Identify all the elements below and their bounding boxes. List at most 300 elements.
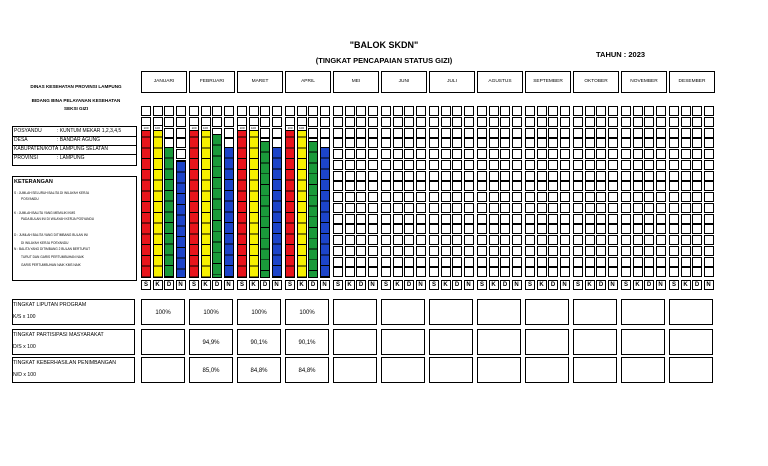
grid-cell xyxy=(573,106,583,116)
grid-cell xyxy=(404,149,414,159)
grid-cell xyxy=(368,224,378,234)
grid-cell xyxy=(429,171,439,181)
grid-cell xyxy=(608,203,618,213)
grid-cell xyxy=(525,106,535,116)
grid-cell xyxy=(333,192,343,202)
grid-cell xyxy=(500,160,510,170)
grid-cell xyxy=(464,171,474,181)
grid-cell xyxy=(489,128,499,138)
grid-cell xyxy=(477,192,487,202)
grid-cell xyxy=(573,171,583,181)
grid-cell xyxy=(381,117,391,127)
grid-cell xyxy=(656,181,666,191)
grid-cell xyxy=(429,149,439,159)
grid-cell xyxy=(333,203,343,213)
bar-januari-k xyxy=(153,126,163,278)
info-value: : LAMPUNG SELATAN xyxy=(57,146,108,152)
grid-cell xyxy=(489,181,499,191)
grid-cell xyxy=(393,203,403,213)
grid-cell xyxy=(548,149,558,159)
grid-cell xyxy=(452,246,462,256)
grid-cell xyxy=(560,128,570,138)
grid-cell xyxy=(656,117,666,127)
grid-cell xyxy=(489,192,499,202)
grid-cell xyxy=(585,117,595,127)
grid-cell xyxy=(633,267,643,277)
grid-cell xyxy=(404,203,414,213)
skdn-label-d: D xyxy=(644,280,654,290)
grid-cell xyxy=(500,171,510,181)
summary-value-oktober xyxy=(573,329,617,355)
grid-cell xyxy=(681,192,691,202)
grid-cell xyxy=(356,117,366,127)
grid-cell xyxy=(537,214,547,224)
grid-cell xyxy=(416,203,426,213)
grid-cell xyxy=(692,192,702,202)
grid-cell xyxy=(537,246,547,256)
grid-cell xyxy=(404,214,414,224)
grid-cell xyxy=(260,128,270,138)
grid-cell xyxy=(500,203,510,213)
keterangan-line: TURUT DAN GARIS PERTUMBUHAN NAIK xyxy=(21,255,84,259)
grid-cell xyxy=(548,138,558,148)
grid-cell xyxy=(644,117,654,127)
summary-value-april: 90,1% xyxy=(285,329,329,355)
grid-cell xyxy=(681,149,691,159)
grid-cell xyxy=(404,246,414,256)
grid-cell xyxy=(573,267,583,277)
grid-cell xyxy=(585,171,595,181)
grid-cell xyxy=(441,257,451,267)
grid-cell xyxy=(333,257,343,267)
grid-cell xyxy=(621,181,631,191)
grid-cell xyxy=(644,267,654,277)
grid-cell xyxy=(368,171,378,181)
grid-cell xyxy=(164,117,174,127)
grid-cell xyxy=(500,192,510,202)
grid-cell xyxy=(477,106,487,116)
grid-cell xyxy=(404,235,414,245)
grid-cell xyxy=(393,149,403,159)
summary-value-maret: 100% xyxy=(237,299,281,325)
grid-cell xyxy=(308,106,318,116)
grid-cell xyxy=(548,106,558,116)
keterangan-box xyxy=(12,176,137,281)
summary-value-agustus xyxy=(477,299,521,325)
grid-cell xyxy=(416,171,426,181)
month-header-agustus: AGUSTUS xyxy=(477,71,523,93)
summary-value-januari xyxy=(141,329,185,355)
month-header-desember: DESEMBER xyxy=(669,71,715,93)
grid-cell xyxy=(368,267,378,277)
summary-value-juli xyxy=(429,357,473,383)
grid-cell xyxy=(573,138,583,148)
grid-cell xyxy=(633,192,643,202)
grid-cell xyxy=(477,257,487,267)
summary-value-agustus xyxy=(477,357,521,383)
grid-cell xyxy=(681,203,691,213)
grid-cell xyxy=(404,171,414,181)
grid-cell xyxy=(548,224,558,234)
grid-cell xyxy=(608,192,618,202)
summary-value-januari xyxy=(141,357,185,383)
grid-cell xyxy=(621,203,631,213)
info-key: KABUPATEN/KOTA xyxy=(14,146,59,152)
bar-februari-n xyxy=(224,147,234,278)
grid-cell xyxy=(644,203,654,213)
grid-cell xyxy=(681,267,691,277)
grid-cell xyxy=(356,149,366,159)
grid-cell xyxy=(320,128,330,138)
grid-cell xyxy=(596,224,606,234)
month-header-mei: MEI xyxy=(333,71,379,93)
grid-cell xyxy=(681,117,691,127)
skdn-label-n: N xyxy=(512,280,522,290)
grid-cell xyxy=(644,106,654,116)
grid-cell xyxy=(477,214,487,224)
grid-cell xyxy=(560,224,570,234)
grid-cell xyxy=(441,203,451,213)
grid-cell xyxy=(596,181,606,191)
grid-cell xyxy=(368,203,378,213)
grid-cell xyxy=(489,117,499,127)
grid-cell xyxy=(633,160,643,170)
grid-cell xyxy=(669,171,679,181)
grid-cell xyxy=(669,149,679,159)
grid-cell xyxy=(573,235,583,245)
page-title: "BALOK SKDN" xyxy=(349,40,419,50)
bar-value-label: 100 xyxy=(153,125,163,131)
grid-cell xyxy=(548,267,558,277)
grid-cell xyxy=(644,160,654,170)
grid-cell xyxy=(489,138,499,148)
grid-cell xyxy=(416,181,426,191)
grid-cell xyxy=(681,214,691,224)
grid-cell xyxy=(621,235,631,245)
summary-value-september xyxy=(525,357,569,383)
grid-cell xyxy=(633,171,643,181)
grid-cell xyxy=(644,128,654,138)
grid-cell xyxy=(525,149,535,159)
grid-cell xyxy=(681,257,691,267)
grid-cell xyxy=(356,267,366,277)
grid-cell xyxy=(681,246,691,256)
grid-cell xyxy=(429,203,439,213)
summary-label-title: TINGKAT KEBERHASILAN PENIMBANGAN xyxy=(13,360,117,366)
month-header-november: NOVEMBER xyxy=(621,71,667,93)
grid-cell xyxy=(537,106,547,116)
grid-cell xyxy=(512,149,522,159)
grid-cell xyxy=(356,257,366,267)
grid-cell xyxy=(356,224,366,234)
summary-value-agustus xyxy=(477,329,521,355)
grid-cell xyxy=(704,117,714,127)
grid-cell xyxy=(429,235,439,245)
grid-cell xyxy=(537,117,547,127)
grid-cell xyxy=(669,181,679,191)
grid-cell xyxy=(333,106,343,116)
skdn-label-n: N xyxy=(368,280,378,290)
grid-cell xyxy=(644,257,654,267)
grid-cell xyxy=(656,160,666,170)
grid-cell xyxy=(585,246,595,256)
grid-cell xyxy=(381,106,391,116)
skdn-label-s: S xyxy=(429,280,439,290)
grid-cell xyxy=(441,149,451,159)
grid-cell xyxy=(548,160,558,170)
grid-cell xyxy=(633,235,643,245)
grid-cell xyxy=(333,235,343,245)
grid-cell xyxy=(345,235,355,245)
bar-maret-d xyxy=(260,141,270,278)
skdn-label-k: K xyxy=(345,280,355,290)
grid-cell xyxy=(416,138,426,148)
grid-cell xyxy=(176,117,186,127)
grid-cell xyxy=(489,235,499,245)
summary-value-desember xyxy=(669,299,713,325)
grid-cell xyxy=(500,267,510,277)
grid-cell xyxy=(548,192,558,202)
grid-cell xyxy=(525,181,535,191)
summary-value-desember xyxy=(669,329,713,355)
grid-cell xyxy=(525,171,535,181)
grid-cell xyxy=(441,224,451,234)
grid-cell xyxy=(621,257,631,267)
grid-cell xyxy=(416,235,426,245)
grid-cell xyxy=(368,235,378,245)
grid-cell xyxy=(621,117,631,127)
skdn-label-n: N xyxy=(416,280,426,290)
grid-cell xyxy=(464,224,474,234)
grid-cell xyxy=(452,149,462,159)
grid-cell xyxy=(692,160,702,170)
grid-cell xyxy=(393,192,403,202)
grid-cell xyxy=(416,106,426,116)
grid-cell xyxy=(393,267,403,277)
grid-cell xyxy=(464,214,474,224)
summary-value-november xyxy=(621,329,665,355)
grid-cell xyxy=(464,235,474,245)
grid-cell xyxy=(441,192,451,202)
grid-cell xyxy=(644,224,654,234)
grid-cell xyxy=(525,235,535,245)
grid-cell xyxy=(656,214,666,224)
org-line-2: BIDANG BINA PELAYANAN KESEHATAN xyxy=(31,98,121,103)
bar-januari-s xyxy=(141,126,151,278)
info-key: POSYANDU xyxy=(14,128,42,134)
grid-cell xyxy=(644,214,654,224)
grid-cell xyxy=(477,117,487,127)
grid-cell xyxy=(285,106,295,116)
grid-cell xyxy=(704,192,714,202)
grid-cell xyxy=(297,106,307,116)
grid-cell xyxy=(224,128,234,138)
grid-cell xyxy=(537,171,547,181)
grid-cell xyxy=(548,214,558,224)
grid-cell xyxy=(621,106,631,116)
grid-cell xyxy=(333,181,343,191)
grid-cell xyxy=(596,267,606,277)
grid-cell xyxy=(404,138,414,148)
grid-cell xyxy=(212,117,222,127)
grid-cell xyxy=(345,149,355,159)
grid-cell xyxy=(633,224,643,234)
grid-cell xyxy=(477,246,487,256)
grid-cell xyxy=(621,267,631,277)
grid-cell xyxy=(548,246,558,256)
skdn-label-k: K xyxy=(201,280,211,290)
grid-cell xyxy=(464,267,474,277)
grid-cell xyxy=(692,246,702,256)
grid-cell xyxy=(692,149,702,159)
grid-cell xyxy=(585,192,595,202)
grid-cell xyxy=(585,149,595,159)
grid-cell xyxy=(393,224,403,234)
grid-cell xyxy=(356,203,366,213)
grid-cell xyxy=(477,235,487,245)
summary-value-mei xyxy=(333,329,377,355)
grid-cell xyxy=(573,214,583,224)
summary-value-september xyxy=(525,299,569,325)
grid-cell xyxy=(381,214,391,224)
skdn-label-d: D xyxy=(692,280,702,290)
skdn-label-d: D xyxy=(548,280,558,290)
bar-value-label: 100 xyxy=(297,125,307,131)
grid-cell xyxy=(500,138,510,148)
grid-cell xyxy=(429,224,439,234)
grid-cell xyxy=(633,246,643,256)
grid-cell xyxy=(608,257,618,267)
grid-cell xyxy=(489,160,499,170)
skdn-label-s: S xyxy=(189,280,199,290)
grid-cell xyxy=(381,267,391,277)
skdn-label-k: K xyxy=(441,280,451,290)
summary-value-juli xyxy=(429,299,473,325)
grid-cell xyxy=(656,203,666,213)
grid-cell xyxy=(429,267,439,277)
keterangan-line: PADA BULAN INI DI WILAYAH KERJA POSYANDU xyxy=(21,217,95,221)
grid-cell xyxy=(477,181,487,191)
grid-cell xyxy=(621,246,631,256)
grid-cell xyxy=(452,138,462,148)
grid-cell xyxy=(333,160,343,170)
grid-cell xyxy=(548,257,558,267)
grid-cell xyxy=(345,181,355,191)
grid-cell xyxy=(452,203,462,213)
info-value: : BANDAR AGUNG xyxy=(57,137,101,143)
summary-value-juni xyxy=(381,299,425,325)
grid-cell xyxy=(272,128,282,138)
grid-cell xyxy=(429,106,439,116)
grid-cell xyxy=(644,138,654,148)
grid-cell xyxy=(656,224,666,234)
grid-cell xyxy=(164,106,174,116)
keterangan-line: DI WILAYAH KERJA POSYANDU xyxy=(21,241,69,245)
grid-cell xyxy=(669,214,679,224)
grid-cell xyxy=(537,224,547,234)
month-header-januari: JANUARI xyxy=(141,71,187,93)
grid-cell xyxy=(345,203,355,213)
grid-cell xyxy=(368,128,378,138)
grid-cell xyxy=(464,149,474,159)
grid-cell xyxy=(452,235,462,245)
grid-cell xyxy=(429,246,439,256)
grid-cell xyxy=(644,181,654,191)
grid-cell xyxy=(489,171,499,181)
info-box xyxy=(12,126,137,166)
grid-cell xyxy=(596,106,606,116)
grid-cell xyxy=(393,181,403,191)
grid-cell xyxy=(704,160,714,170)
bar-april-n xyxy=(320,147,330,278)
grid-cell xyxy=(345,267,355,277)
grid-cell xyxy=(692,257,702,267)
grid-cell xyxy=(560,235,570,245)
grid-cell xyxy=(669,106,679,116)
grid-cell xyxy=(669,192,679,202)
grid-cell xyxy=(441,235,451,245)
keterangan-line: POSYANDU xyxy=(21,197,39,201)
grid-cell xyxy=(500,106,510,116)
grid-cell xyxy=(548,235,558,245)
skdn-label-s: S xyxy=(381,280,391,290)
skdn-label-k: K xyxy=(585,280,595,290)
keterangan-title: KETERANGAN xyxy=(14,179,53,185)
bar-maret-k xyxy=(249,126,259,278)
bar-januari-d xyxy=(164,147,174,278)
keterangan-line: D : JUMLAH BALITA YANG DITIMBANG BULAN INI xyxy=(14,233,88,237)
grid-cell xyxy=(500,214,510,224)
grid-cell xyxy=(500,149,510,159)
grid-cell xyxy=(393,160,403,170)
grid-cell xyxy=(416,149,426,159)
grid-cell xyxy=(596,214,606,224)
info-row-provinsi xyxy=(13,154,136,163)
grid-cell xyxy=(537,160,547,170)
grid-cell xyxy=(644,192,654,202)
grid-cell xyxy=(429,160,439,170)
grid-cell xyxy=(656,246,666,256)
grid-cell xyxy=(692,117,702,127)
grid-cell xyxy=(500,235,510,245)
summary-label-partisipasi xyxy=(12,329,135,355)
grid-cell xyxy=(608,267,618,277)
grid-cell xyxy=(393,117,403,127)
grid-cell xyxy=(548,117,558,127)
summary-value-november xyxy=(621,299,665,325)
grid-cell xyxy=(404,117,414,127)
grid-cell xyxy=(452,160,462,170)
grid-cell xyxy=(477,203,487,213)
skdn-label-s: S xyxy=(285,280,295,290)
grid-cell xyxy=(441,267,451,277)
grid-cell xyxy=(704,224,714,234)
grid-cell xyxy=(452,181,462,191)
bar-februari-k xyxy=(201,126,211,278)
skdn-label-n: N xyxy=(704,280,714,290)
grid-cell xyxy=(512,128,522,138)
grid-cell xyxy=(345,117,355,127)
grid-cell xyxy=(345,171,355,181)
keterangan-line: K : JUMLAH BALITA YANG MEMILIKI KMS xyxy=(14,211,76,215)
grid-cell xyxy=(704,246,714,256)
grid-cell xyxy=(704,149,714,159)
skdn-label-d: D xyxy=(596,280,606,290)
grid-cell xyxy=(681,138,691,148)
grid-cell xyxy=(560,160,570,170)
grid-cell xyxy=(585,235,595,245)
grid-cell xyxy=(464,203,474,213)
